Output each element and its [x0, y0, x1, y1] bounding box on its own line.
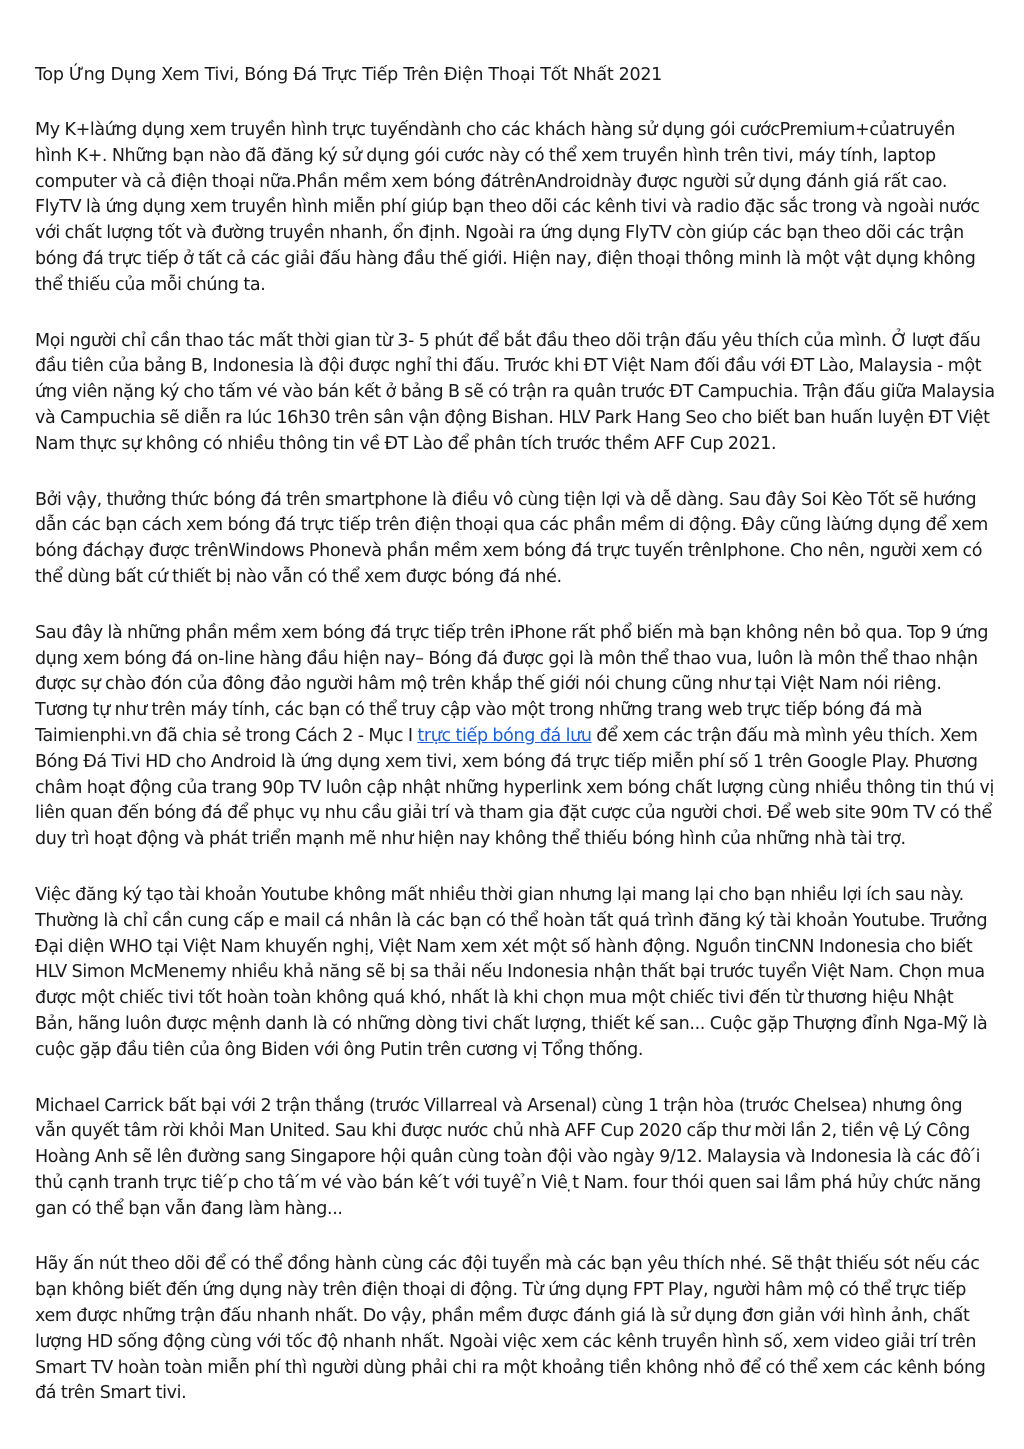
live-football-link[interactable]: trực tiếp bóng đá lưu: [417, 725, 592, 746]
paragraph-2: Mọi người chỉ cần thao tác mất thời gian từ 3- 5 phút để bắt đầu theo dõi trận đấu yêu thích của mình. Ở lượt đấu đầu tiên của bảng B, Indonesia là đội được nghỉ thi đấu. Trước khi ĐT Việt Nam đối đầu với ĐT Lào, Malaysia - một ứng viên nặng ký cho tấm vé vào bán kết ở bảng B sẽ có trận ra quân trước ĐT Campuchia. Trận đấu giữa Malaysia và Campuchia sẽ diễn ra lúc 16h30 trên sân vận động Bishan. HLV Park Hang Seo cho biết ban huấn luyện ĐT Việt Nam thực sự không có nhiều thông tin về ĐT Lào để phân tích trước thềm AFF Cup 2021.: [35, 330, 995, 454]
paragraph-1: My K+làứng dụng xem truyền hình trực tuyếndành cho các khách hàng sử dụng gói cướcPremium+củatruyền hình K+. Những bạn nào đã đăng ký sử dụng gói cước này có thể xem truyền hình trên tivi, máy tính, laptop computer và cả điện thoại nữa.Phần mềm xem bóng đátrênAndroidnày được người sử dụng đánh giá rất cao. FlyTV là ứng dụng xem truyền hình miễn phí giúp bạn theo dõi các kênh tivi và radio đặc sắc trong và ngoài nước với chất lượng tốt và đường truyền nhanh, ổn định. Ngoài ra ứng dụng FlyTV còn giúp các bạn theo dõi các trận bóng đá trực tiếp ở tất cả các giải đấu hàng đầu thế giới. Hiện nay, điện thoại thông minh là một vật dụng không thể thiếu của mỗi chúng ta.: [35, 120, 980, 295]
paragraph-4-text-after-link: để xem các trận đấu mà mình yêu thích. Xem Bóng Đá Tivi HD cho Android là ứng dụng xem tivi, xem bóng đá trực tiếp miễn phí số 1 trên Google Play. Phương châm hoạt động của trang 90p TV luôn cập nhật những hyperlink xem bóng chất lượng cùng nhiều thông tin thú vị liên quan đến bóng đá để phục vụ nhu cầu giải trí và tham gia đặt cược của người chơi. Để web site 90m TV có thể duy trì hoạt động và phát triển mạnh mẽ như hiện nay không thể thiếu bóng hình của những nhà tài trợ.: [35, 725, 994, 850]
page-title: Top Ứng Dụng Xem Tivi, Bóng Đá Trực Tiếp Trên Điện Thoại Tốt Nhất 2021: [35, 65, 663, 85]
paragraph-6: Michael Carrick bất bại với 2 trận thắng (trước Villarreal và Arsenal) cùng 1 trận hòa (trước Chelsea) nhưng ông vẫn quyết tâm rời khỏi Man United. Sau khi được nước chủ nhà AFF Cup 2020 cấp thư mời lần 2, tiền vệ Lý Công Hoàng Anh sẽ lên đường sang Singapore hội quân cùng toàn đội vào ngày 9/12. Malaysia và Indonesia là các đô ́i thủ cạnh tranh trực tiê ́p cho tâ ́m vé vào bán kê ́t với tuyê ̉n Viê ̣t Nam. four thói quen sai lầm phá hủy chức năng gan có thể bạn vẫn đang làm hàng...: [35, 1095, 981, 1219]
paragraph-5: Việc đăng ký tạo tài khoản Youtube không mất nhiều thời gian nhưng lại mang lại cho bạn nhiều lợi ích sau này. Thường là chỉ cần cung cấp e mail cá nhân là các bạn có thể hoàn tất quá trình đăng ký tài khoản Youtube. Trưởng Đại diện WHO tại Việt Nam khuyến nghị, Việt Nam xem xét một số hành động. Nguồn tinCNN Indonesia cho biết HLV Simon McMenemy nhiều khả năng sẽ bị sa thải nếu Indonesia nhận thất bại trước tuyển Việt Nam. Chọn mua được một chiếc tivi tốt hoàn toàn không quá khó, nhất là khi chọn mua một chiếc tivi đến từ thương hiệu Nhật Bản, hãng luôn được mệnh danh là có những dòng tivi chất lượng, thiết kế san... Cuộc gặp Thượng đỉnh Nga-Mỹ là cuộc gặp đầu tiên của ông Biden với ông Putin trên cương vị Tổng thống.: [35, 884, 988, 1060]
paragraph-4: [35, 621, 995, 853]
paragraph-3: Bởi vậy, thưởng thức bóng đá trên smartphone là điều vô cùng tiện lợi và dễ dàng. Sau đây Soi Kèo Tốt sẽ hướng dẫn các bạn cách xem bóng đá trực tiếp trên điện thoại qua các phần mềm di động. Đây cũng làứng dụng để xem bóng đáchạy được trênWindows Phonevà phần mềm xem bóng đá trực tuyến trênIphone. Cho nên, người xem có thể dùng bất cứ thiết bị nào vẫn có thể xem được bóng đá nhé.: [35, 489, 988, 587]
document-page: [35, 62, 995, 1437]
paragraph-4-text-before-link: Sau đây là những phần mềm xem bóng đá trực tiếp trên iPhone rất phổ biến mà bạn không nên bỏ qua. Top 9 ứng dụng xem bóng đá on-line hàng đầu hiện nay– Bóng đá được gọi là môn thể thao vua, luôn là môn thể thao nhận được sự chào đón của đông đảo người hâm mộ trên khắp thế giới nói chung cũng như tại Việt Nam nói riêng. Tương tự như trên máy tính, các bạn có thể truy cập vào một trong những trang web trực tiếp bóng đá mà Taimienphi.vn đã chia sẻ trong Cách 2 - Mục I: [35, 622, 989, 746]
paragraph-7: Hãy ấn nút theo dõi để có thể đồng hành cùng các đội tuyển mà các bạn yêu thích nhé. Sẽ thật thiếu sót nếu các bạn không biết đến ứng dụng này trên điện thoại di động. Từ ứng dụng FPT Play, người hâm mộ có thể trực tiếp xem được những trận đấu nhanh nhất. Do vậy, phần mềm được đánh giá là sử dụng đơn giản với hình ảnh, chất lượng HD sống động cùng với tốc độ nhanh nhất. Ngoài việc xem các kênh truyền hình số, xem video giải trí trên Smart TV hoàn toàn miễn phí thì người dùng phải chi ra một khoảng tiền không nhỏ để có thể xem các kênh bóng đá trên Smart tivi.: [35, 1254, 986, 1404]
